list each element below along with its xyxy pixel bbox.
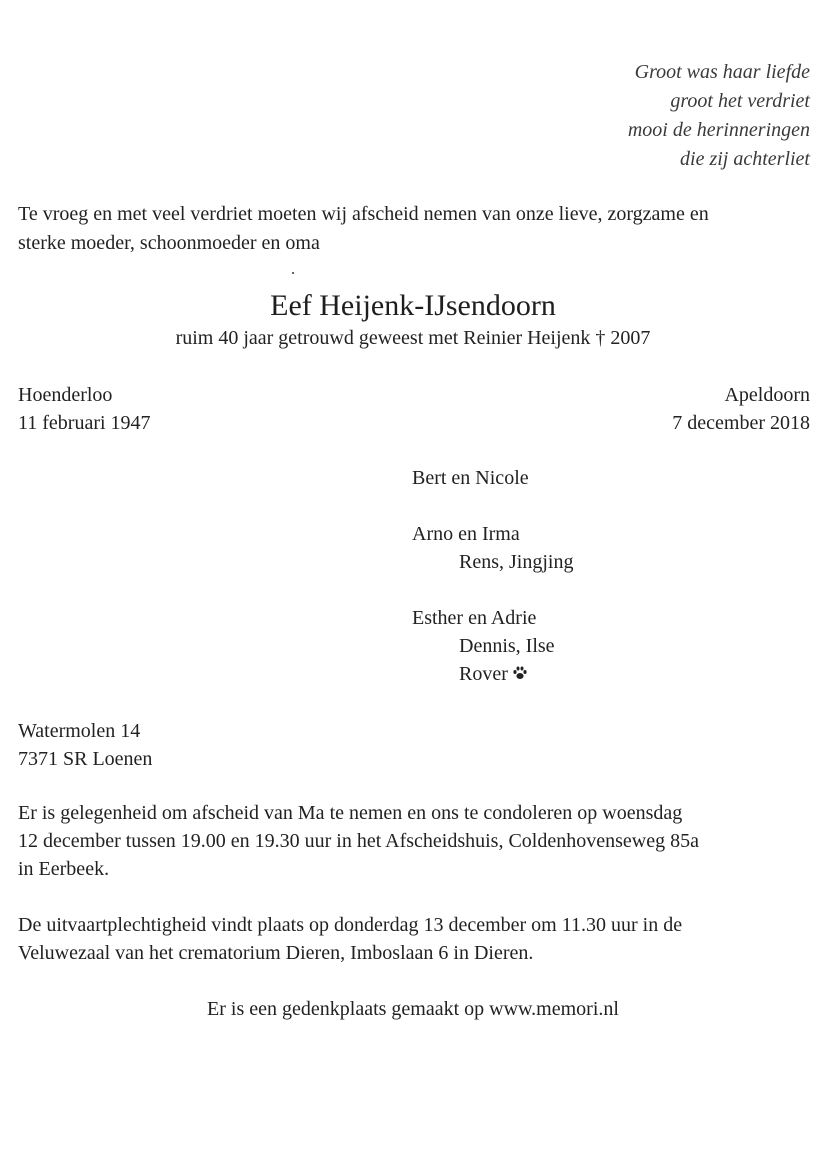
funeral-paragraph — [18, 911, 818, 967]
death-date: 7 december 2018 — [672, 412, 810, 434]
intro-line: Te vroeg en met veel verdriet moeten wij afscheid nemen van onze lieve, zorgzame en — [18, 203, 709, 225]
family-group — [412, 464, 573, 492]
deceased-name: Eef Heijenk-IJsendoorn — [270, 289, 556, 322]
condolence-line: 12 december tussen 19.00 en 19.30 uur in het Afscheidshuis, Coldenhovenseweg 85a — [18, 830, 699, 852]
poem-line: groot het verdriet — [670, 90, 810, 112]
death-place: Apeldoorn — [724, 384, 810, 406]
memorial-note: Er is een gedenkplaats gemaakt op www.memori.nl — [207, 998, 619, 1020]
condolence-line: in Eerbeek. — [18, 858, 110, 880]
condolence-paragraph — [18, 799, 818, 883]
birth-place: Hoenderloo — [18, 384, 113, 406]
family-parents: Esther en Adrie — [412, 607, 537, 629]
family-group — [412, 604, 573, 688]
paw-print-icon — [512, 665, 528, 681]
family-children: Rens, Jingjing — [459, 551, 574, 573]
condolence-line: Er is gelegenheid om afscheid van Ma te nemen en ons te condoleren op woensdag — [18, 802, 683, 824]
family-children: Dennis, Ilse — [459, 635, 555, 657]
intro-text — [18, 200, 818, 258]
pet-name: Rover — [459, 663, 508, 685]
family-list — [412, 464, 573, 688]
death-info — [672, 381, 810, 437]
scan-speck — [292, 272, 294, 274]
family-parents: Arno en Irma — [412, 523, 520, 545]
home-address — [18, 717, 152, 773]
funeral-line: De uitvaartplechtigheid vindt plaats op donderdag 13 december om 11.30 uur in de — [18, 914, 683, 936]
poem-line: Groot was haar liefde — [634, 61, 810, 83]
birth-info — [18, 381, 151, 437]
family-parents: Bert en Nicole — [412, 467, 529, 489]
marriage-note: ruim 40 jaar getrouwd geweest met Reinier Heijenk † 2007 — [175, 327, 651, 349]
poem — [628, 58, 810, 174]
poem-line: mooi de herinneringen — [627, 119, 810, 141]
intro-line: sterke moeder, schoonmoeder en oma — [18, 232, 320, 254]
family-pet — [412, 660, 573, 688]
birth-date: 11 februari 1947 — [18, 412, 151, 434]
address-city: 7371 SR Loenen — [18, 748, 153, 770]
funeral-line: Veluwezaal van het crematorium Dieren, Imboslaan 6 in Dieren. — [18, 942, 534, 964]
poem-line: die zij achterliet — [680, 148, 810, 170]
family-group — [412, 520, 573, 576]
address-street: Watermolen 14 — [18, 720, 141, 742]
deceased-block — [0, 287, 826, 351]
